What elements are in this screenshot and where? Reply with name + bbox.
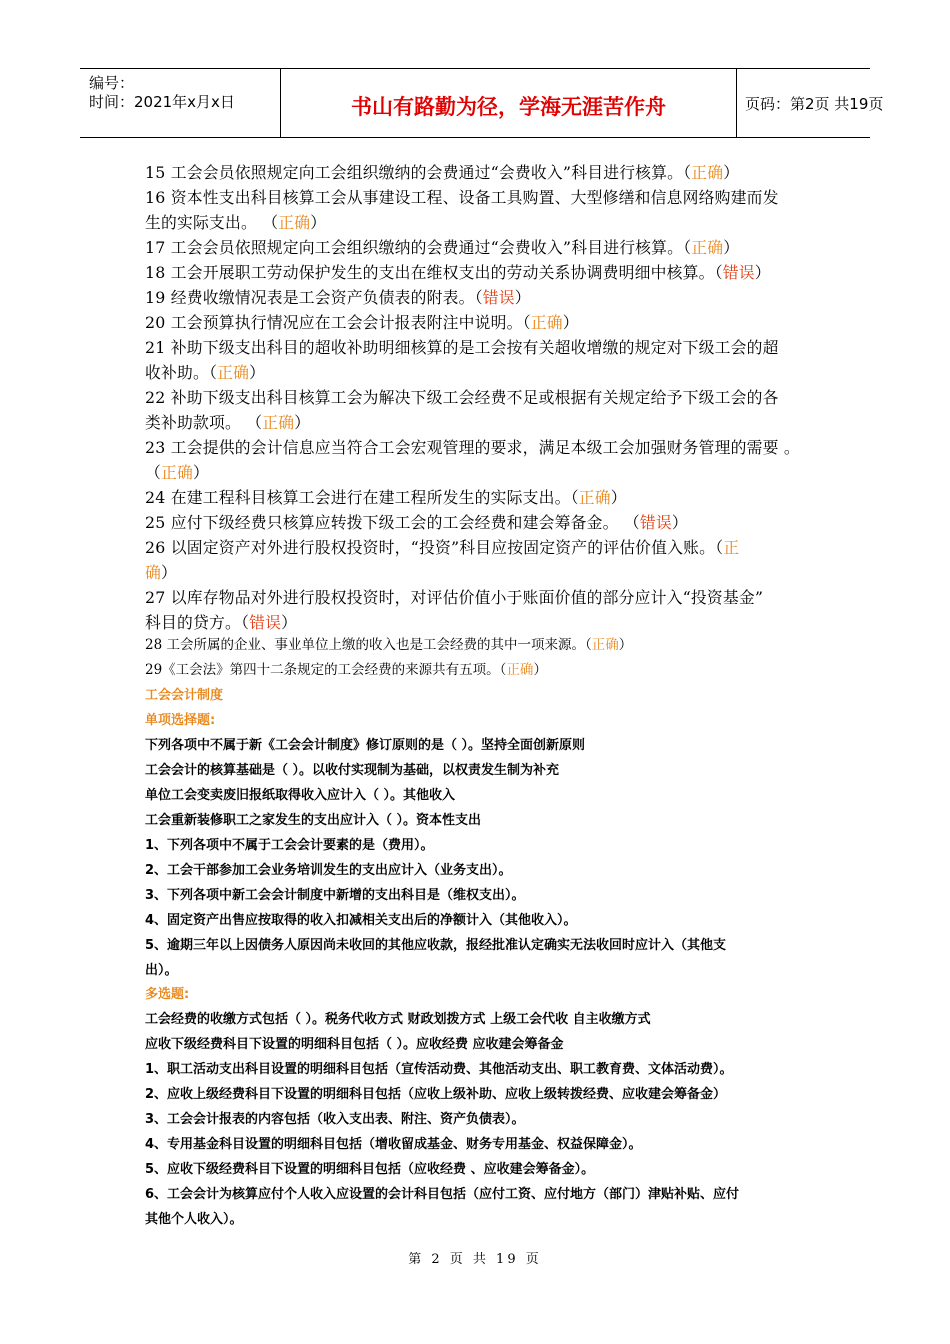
judgement-question-line <box>145 435 800 458</box>
document-time-label: 时间：2021年x月x日 <box>89 93 235 111</box>
multi-choice-item: 5、应收下级经费科目下设置的明细科目包括（应收经费 、应收建会筹备金）。 <box>145 1162 595 1177</box>
header-motto-cell <box>280 69 737 137</box>
question-text: 科目的贷方。（ <box>145 613 250 632</box>
multi-choice-item: 其他个人收入）。 <box>145 1212 243 1227</box>
closing-paren: ） <box>533 662 547 678</box>
question-text: 25 应付下级经费只核算应转拨下级工会的工会经费和建会筹备金。 （ <box>145 513 640 532</box>
judgement-question-line <box>145 160 739 183</box>
single-choice-item: 1、下列各项中不属于工会会计要素的是（费用）。 <box>145 838 434 853</box>
header-page-code: 页码：第2页 共19页 <box>745 95 884 113</box>
multi-choice-item: 3、工会会计报表的内容包括（收入支出表、附注、资产负债表）。 <box>145 1112 525 1127</box>
judgement-question-line <box>145 385 779 408</box>
multi-choice-item: 应收下级经费科目下设置的明细科目包括（ ）。应收经费 应收建会筹备金 <box>145 1037 564 1052</box>
answer-label: 正 <box>723 538 740 557</box>
question-text: 类补助款项。 （ <box>145 413 263 432</box>
question-text: 23 工会提供的会计信息应当符合工会宏观管理的要求，满足本级工会加强财务管理的需要 。 <box>145 438 800 457</box>
question-text: （ <box>145 463 161 482</box>
section-title: 工会会计制度 <box>145 688 224 703</box>
page-header <box>80 68 884 138</box>
answer-label: 错误 <box>249 613 282 632</box>
judgement-question-line <box>145 510 688 533</box>
closing-paren: ） <box>294 413 311 432</box>
answer-label: 确 <box>145 563 161 582</box>
answer-label: 正确 <box>217 363 250 382</box>
multi-choice-heading: 多选题: <box>145 987 190 1002</box>
answer-label: 正确 <box>530 313 563 332</box>
answer-label: 正确 <box>506 662 534 678</box>
closing-paren: ） <box>562 313 579 332</box>
question-text: 27 以库存物品对外进行股权投资时，对评估价值小于账面价值的部分应计入“投资基金” <box>145 588 764 607</box>
closing-paren: ） <box>671 513 688 532</box>
question-text: 28 工会所属的企业、事业单位上缴的收入也是工会经费的其中一项来源。（ <box>145 637 592 653</box>
judgement-question-line <box>145 560 177 583</box>
single-choice-item: 下列各项中不属于新《工会会计制度》修订原则的是（ ）。坚持全面创新原则 <box>145 738 586 753</box>
answer-label: 正确 <box>691 238 724 257</box>
judgement-question-line <box>145 535 739 558</box>
answer-label: 正确 <box>578 488 611 507</box>
single-choice-item: 2、工会干部参加工会业务培训发生的支出应计入（业务支出）。 <box>145 863 512 878</box>
header-page-cell <box>736 69 884 137</box>
closing-paren: ） <box>723 238 740 257</box>
judgement-question-line <box>145 485 627 508</box>
closing-paren: ） <box>723 163 740 182</box>
answer-label: 正确 <box>262 413 295 432</box>
question-text: 24 在建工程科目核算工会进行在建工程所发生的实际支出。（ <box>145 488 579 507</box>
page-footer: 第 2 页 共 19 页 <box>408 1252 542 1267</box>
single-choice-item: 工会重新装修职工之家发生的支出应计入（ ）。资本性支出 <box>145 813 482 828</box>
question-text: 15 工会会员依照规定向工会组织缴纳的会费通过“会费收入”科目进行核算。（ <box>145 163 692 182</box>
closing-paren: ） <box>193 463 209 482</box>
question-text: 收补助。（ <box>145 363 218 382</box>
judgement-question-line <box>145 410 310 433</box>
answer-label: 正确 <box>691 163 724 182</box>
document-number-label: 编号： <box>89 74 135 92</box>
judgement-question-line <box>145 260 771 283</box>
multi-choice-item: 6、工会会计为核算应付个人收入应设置的会计科目包括（应付工资、应付地方（部门）津贴补贴、应付 <box>145 1187 740 1202</box>
multi-choice-item: 工会经费的收缴方式包括（ ）。税务代收方式 财政划拨方式 上级工会代收 自主收缴方式 <box>145 1012 651 1027</box>
question-text: 22 补助下级支出科目核算工会为解决下级工会经费不足或根据有关规定给予下级工会的各 <box>145 388 779 407</box>
answer-label: 错误 <box>482 288 515 307</box>
header-motto: 书山有路勤为径，学海无涯苦作舟 <box>351 95 666 119</box>
single-choice-heading: 单项选择题: <box>145 713 216 728</box>
question-text: 26 以固定资产对外进行股权投资时，“投资”科目应按固定资产的评估价值入账。（ <box>145 538 724 557</box>
answer-label: 正确 <box>278 213 311 232</box>
judgement-question-line <box>145 360 265 383</box>
question-text: 29《工会法》第四十二条规定的工会经费的来源共有五项。（ <box>145 662 507 678</box>
judgement-question-line <box>145 610 297 633</box>
judgement-question-line <box>145 310 579 333</box>
multi-choice-item: 2、应收上级经费科目下设置的明细科目包括（应收上级补助、应收上级转拨经费、应收建会筹备金） <box>145 1087 727 1102</box>
question-text: 19 经费收缴情况表是工会资产负债表的附表。（ <box>145 288 483 307</box>
closing-paren: ） <box>161 563 177 582</box>
question-text: 16 资本性支出科目核算工会从事建设工程、设备工具购置、大型修缮和信息网络购建而发 <box>145 188 779 207</box>
closing-paren: ） <box>281 613 298 632</box>
question-text: 17 工会会员依照规定向工会组织缴纳的会费通过“会费收入”科目进行核算。（ <box>145 238 692 257</box>
judgement-question-line <box>145 460 209 483</box>
single-choice-item: 4、固定资产出售应按取得的收入扣减相关支出后的净额计入（其他收入）。 <box>145 913 577 928</box>
single-choice-item: 3、下列各项中新工会会计制度中新增的支出科目是（维权支出）。 <box>145 888 525 903</box>
multi-choice-item: 4、专用基金科目设置的明细科目包括（增收留成基金、财务专用基金、权益保障金）。 <box>145 1137 642 1152</box>
closing-paren: ） <box>514 288 531 307</box>
judgement-question-line <box>145 658 547 678</box>
single-choice-item: 5、逾期三年以上因债务人原因尚未收回的其他应收款，报经批准认定确实无法收回时应计入（其他支 <box>145 938 727 953</box>
closing-paren: ） <box>618 637 633 653</box>
closing-paren: ） <box>249 363 266 382</box>
answer-label: 正确 <box>591 637 619 653</box>
question-text: 18 工会开展职工劳动保护发生的支出在维权支出的劳动关系协调费明细中核算。（ <box>145 263 723 282</box>
header-meta-cell <box>80 69 280 137</box>
answer-label: 错误 <box>639 513 672 532</box>
judgement-question-line <box>145 585 763 608</box>
closing-paren: ） <box>754 263 771 282</box>
judgement-question-line <box>145 335 779 358</box>
question-text: 生的实际支出。 （ <box>145 213 279 232</box>
answer-label: 错误 <box>722 263 755 282</box>
question-text: 21 补助下级支出科目的超收补助明细核算的是工会按有关超收增缴的规定对下级工会的超 <box>145 338 779 357</box>
judgement-question-line <box>145 285 531 308</box>
judgement-question-line <box>145 235 739 258</box>
judgement-question-line <box>145 210 326 233</box>
single-choice-item: 工会会计的核算基础是（ ）。以收付实现制为基础，以权责发生制为补充 <box>145 763 560 778</box>
multi-choice-item: 1、职工活动支出科目设置的明细科目包括（宣传活动费、其他活动支出、职工教育费、文体活动费）。 <box>145 1062 733 1077</box>
closing-paren: ） <box>310 213 327 232</box>
judgement-question-line <box>145 185 779 208</box>
question-text: 20 工会预算执行情况应在工会会计报表附注中说明。（ <box>145 313 531 332</box>
closing-paren: ） <box>610 488 627 507</box>
single-choice-item: 单位工会变卖废旧报纸取得收入应计入（ ）。其他收入 <box>145 788 456 803</box>
single-choice-item: 出）。 <box>145 963 178 978</box>
judgement-question-line <box>145 633 632 653</box>
answer-label: 正确 <box>161 463 193 482</box>
